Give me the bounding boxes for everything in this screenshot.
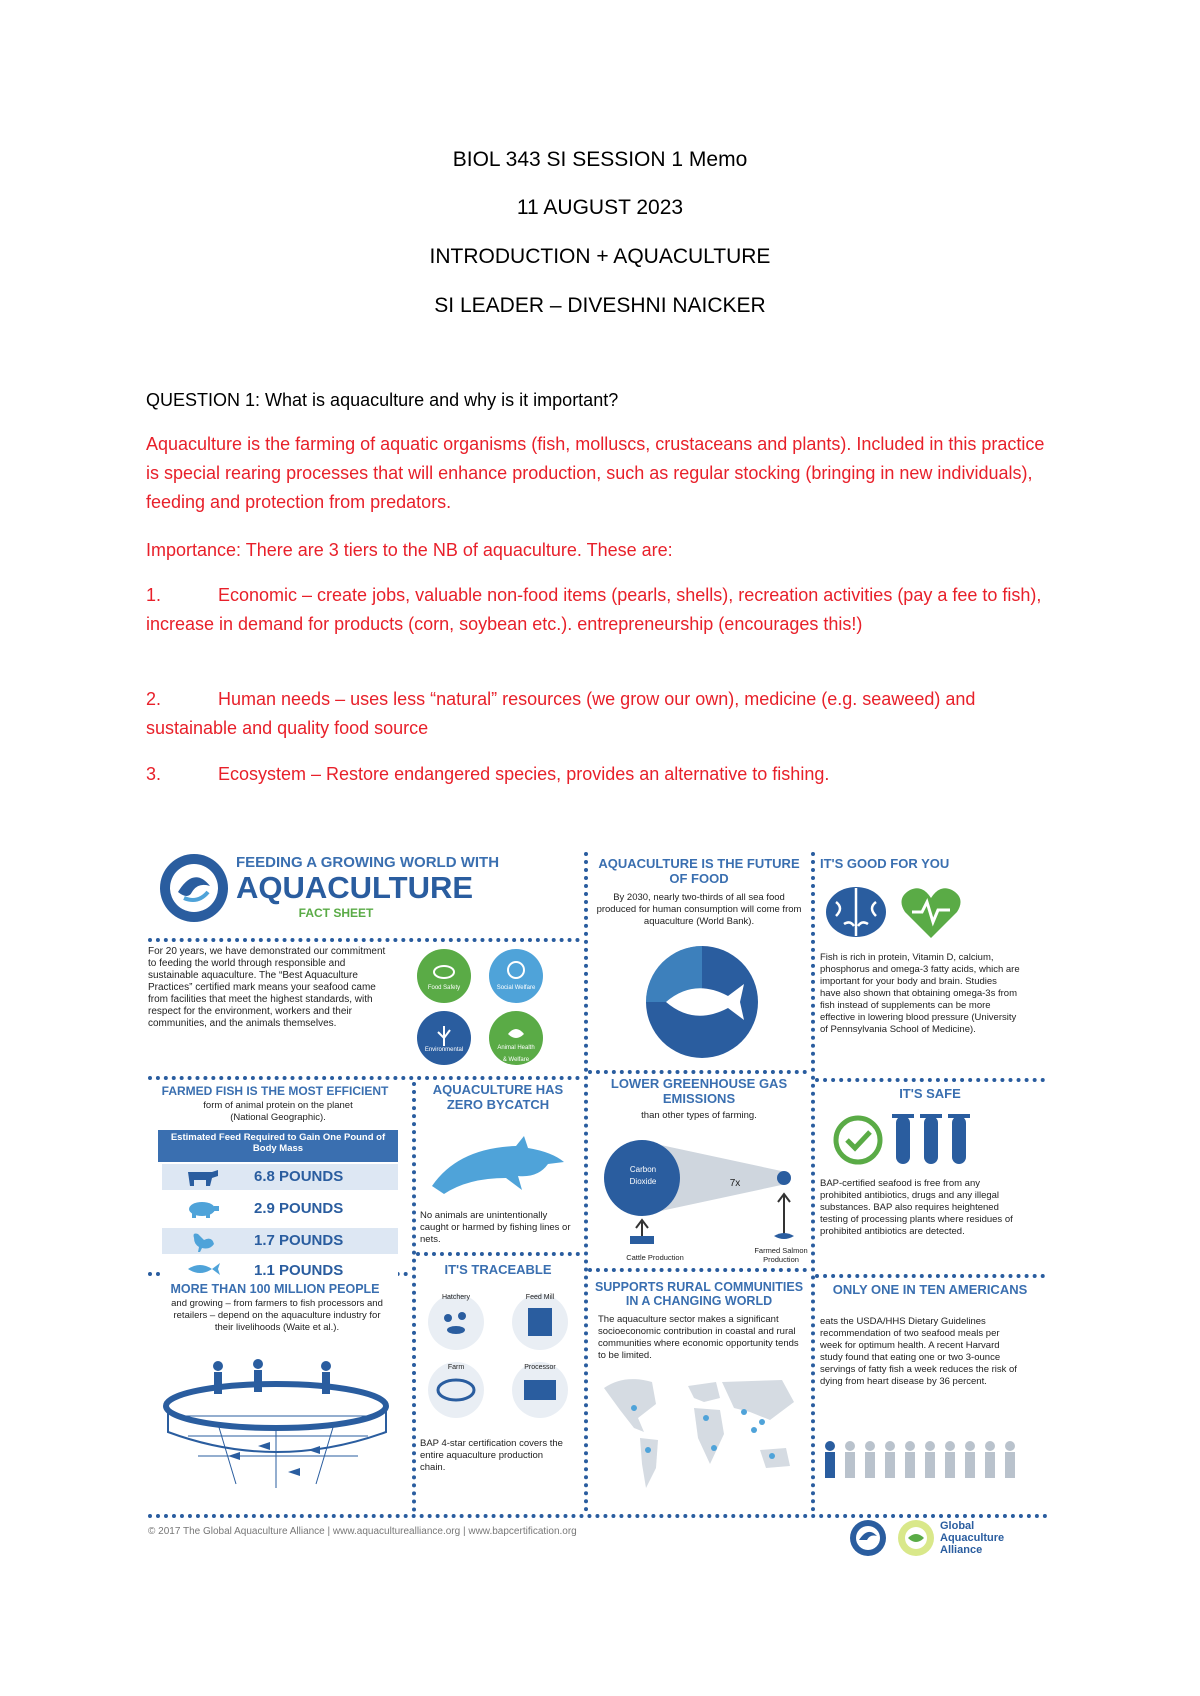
pillar-label: Environmental (424, 1047, 464, 1053)
aquaculture-infographic (148, 848, 1048, 1556)
feed-table-header: Estimated Feed Required to Gain One Pound of Body Mass (158, 1130, 398, 1162)
trace-step-label: Hatchery (441, 1294, 470, 1301)
fish-pie-icon (644, 944, 760, 1060)
good-heading: IT'S GOOD FOR YOU (820, 856, 950, 871)
infographic-title-line2: AQUACULTURE (236, 870, 474, 905)
ten-text: eats the USDA/HHS Dietary Guidelines recommendation of two seafood meals per week for optimum health. A recent Harvard study found that eating one or two 3-ounce servings of fatty fish a week reduces the risk of dying from heart disease by 36 percent. (820, 1316, 1017, 1387)
trace-step-label: Processor (524, 1364, 556, 1371)
pillar-label: Food Safety (427, 985, 461, 991)
pig-icon (186, 1200, 220, 1218)
bycatch-text: No animals are unintentionally caught or harmed by fishing lines or nets. (420, 1210, 571, 1245)
tier-item (146, 760, 1056, 789)
heart-icon (900, 884, 962, 940)
divider (584, 852, 588, 1512)
pillar-label: Animal Health & Welfare (497, 1045, 535, 1063)
chicken-icon (190, 1230, 216, 1252)
ghg-text: than other types of farming. (641, 1110, 757, 1121)
people-text: and growing – from farmers to fish processors and retailers – depend on the aquaculture industry for their livelihoods (Waite et al.). (171, 1298, 383, 1333)
bycatch-heading: AQUACULTURE HAS ZERO BYCATCH (432, 1082, 564, 1112)
divider (588, 1070, 807, 1074)
safe-test-icon (832, 1114, 1012, 1166)
rural-text: The aquaculture sector makes a significant socioeconomic contribution in coastal and rural communities where economic opportunity tends to be limited. (598, 1314, 799, 1361)
fish-farm-pen-icon (158, 1346, 398, 1500)
feed-value: 1.7 POUNDS (254, 1232, 344, 1249)
traceability-chain-icon (424, 1288, 574, 1424)
intro-text: For 20 years, we have demonstrated our commitment to feeding the world through responsible and sustainable aquaculture. The “Best Aquaculture Practices” certified mark means your seafood came from facilities that meet the highest standards, with respect for the environment, workers and their communities, and the animals themselves. (148, 946, 386, 1029)
ghg-ratio: 7x (729, 1178, 741, 1189)
future-heading: AQUACULTURE IS THE FUTURE OF FOOD (598, 856, 800, 886)
pillar-label: Social Welfare (496, 985, 536, 991)
trace-heading: IT'S TRACEABLE (444, 1262, 552, 1277)
future-text: By 2030, nearly two-thirds of all sea food produced for human consumption will come from aquaculture (World Bank). (596, 892, 802, 927)
world-map-icon (594, 1368, 804, 1508)
ghg-circle-label: Carbon Dioxide (629, 1165, 657, 1186)
answer-definition: Aquaculture is the farming of aquatic organisms (fish, molluscs, crustaceans and plants). Included in this practice is special rearing processes that will enhance production, such as regular stocking (bringing in new individuals), feeding and protection from predators. (146, 434, 1045, 512)
divider (811, 852, 815, 1512)
memo-title: BIOL 343 SI SESSION 1 Memo (452, 148, 748, 171)
tier-text: Ecosystem – Restore endangered species, provides an alternative to fishing. (218, 764, 830, 784)
tier-text: Economic – create jobs, valuable non-food items (pearls, shells), recreation activities (pay a fee to fish), increase in demand for products (corn, soybean etc.). entrepreneurship (encourages this!) (146, 585, 1042, 634)
tier-text: Human needs – uses less “natural” resources (we grow our own), medicine (e.g. seaweed) and sustainable and quality food source (146, 689, 976, 738)
rural-heading: SUPPORTS RURAL COMMUNITIES IN A CHANGING WORLD (594, 1280, 804, 1308)
ghg-heading: LOWER GREENHOUSE GAS EMISSIONS (610, 1076, 788, 1106)
answer-importance: Importance: There are 3 tiers to the NB of aquaculture. These are: (146, 540, 673, 560)
people-heading: MORE THAN 100 MILLION PEOPLE (170, 1282, 380, 1296)
bap-logo (158, 852, 230, 924)
question-text: What is aquaculture and why is it important? (265, 390, 619, 410)
feed-row (162, 1228, 398, 1254)
ghg-cattle-label: Cattle Production (626, 1253, 684, 1262)
bap-small-logo (848, 1518, 888, 1558)
good-text: Fish is rich in protein, Vitamin D, calcium, phosphorus and omega-3 fatty acids, which are important for your body and brain. Studies have also shown that obtaining omega-3s from fish instead of supplements can be more effective in lowering blood pressure (University of Pennsylvania School of Medicine). (820, 952, 1020, 1035)
divider (412, 1082, 416, 1512)
dolphin-icon (428, 1134, 568, 1198)
question (146, 386, 1056, 415)
tier-item (146, 685, 1056, 743)
memo-topic: INTRODUCTION + AQUACULTURE (429, 245, 771, 268)
feed-row (162, 1258, 398, 1280)
ten-heading: ONLY ONE IN TEN AMERICANS (832, 1282, 1028, 1297)
divider (148, 938, 580, 942)
divider (148, 1076, 580, 1080)
tier-number: 2. (146, 689, 162, 709)
divider (588, 1268, 807, 1272)
tier-number: 1. (146, 585, 162, 605)
tier-item (146, 581, 1056, 639)
trace-step-label: Feed Mill (525, 1294, 555, 1301)
ghg-salmon-label: Farmed Salmon Production (754, 1246, 808, 1264)
brain-icon (824, 884, 888, 940)
people-one-in-ten-icon (820, 1440, 1020, 1480)
feed-value: 1.1 POUNDS (254, 1262, 344, 1279)
efficient-text: form of animal protein on the planet (National Geographic). (203, 1100, 353, 1123)
safe-text: BAP-certified seafood is free from any prohibited antibiotics, drugs and any illegal substances. BAP also requires heightened testing of processing plants where residues of prohibited antibiotics are detected. (820, 1178, 1013, 1237)
safe-heading: IT'S SAFE (899, 1086, 961, 1101)
gaa-logo-text: Global Aquaculture Alliance (940, 1520, 1005, 1556)
feed-row (162, 1196, 398, 1222)
efficient-heading: FARMED FISH IS THE MOST EFFICIENT (161, 1084, 389, 1098)
question-label: QUESTION 1: (146, 390, 261, 410)
feed-value: 2.9 POUNDS (254, 1200, 344, 1217)
feed-value: 6.8 POUNDS (254, 1168, 344, 1185)
infographic-footer: © 2017 The Global Aquaculture Alliance | www.aquaculturealliance.org | www.bapcertification.org (148, 1526, 577, 1537)
memo-leader: SI LEADER – DIVESHNI NAICKER (434, 294, 766, 317)
divider (815, 1078, 1045, 1082)
divider (815, 1274, 1045, 1278)
memo-date: 11 AUGUST 2023 (516, 196, 684, 219)
divider (416, 1252, 580, 1256)
infographic-title-line1: FEEDING A GROWING WORLD WITH (236, 854, 500, 871)
tier-number: 3. (146, 764, 162, 784)
fish-icon (186, 1261, 222, 1277)
trace-text: BAP 4-star certification covers the entire aquaculture production chain. (420, 1438, 563, 1473)
infographic-subtitle: FACT SHEET (298, 906, 374, 920)
feed-row (162, 1164, 398, 1190)
cow-icon (186, 1168, 220, 1186)
gaa-logo-icon (896, 1518, 936, 1558)
trace-step-label: Farm (447, 1364, 465, 1371)
